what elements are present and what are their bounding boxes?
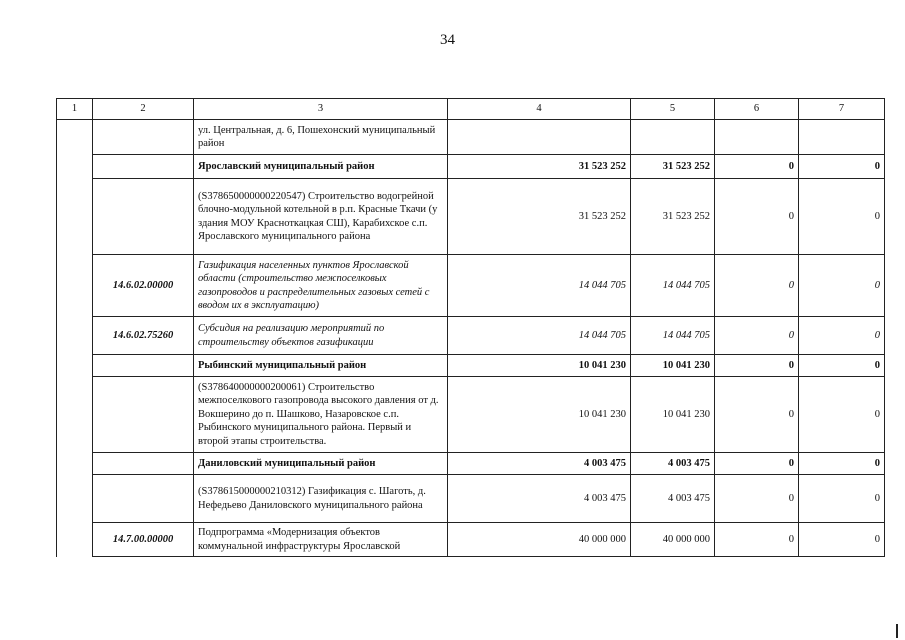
row-code [93,155,194,179]
row-value-7: 0 [799,453,885,475]
row-code: 14.6.02.00000 [93,255,194,317]
row-code [93,475,194,523]
row-value-5: 4 003 475 [631,475,715,523]
row-value-4 [448,120,631,155]
row-name: (S378650000000220547) Строительство водогрейной блочно-модульной котельной в р.п. Красные Ткачи (у здания МОУ Красноткацкая СШ), Карабихское с.п. Ярославского муниципального района [194,179,448,255]
row-value-4: 40 000 000 [448,523,631,557]
header-col-7: 7 [799,99,885,120]
row-code: 14.6.02.75260 [93,317,194,355]
row-value-6: 0 [715,155,799,179]
table-row [57,453,885,475]
row-value-7 [799,120,885,155]
table-row [57,120,885,155]
table-row [57,155,885,179]
header-col-4: 4 [448,99,631,120]
row-value-5: 10 041 230 [631,355,715,377]
row-name: Ярославский муниципальный район [194,155,448,179]
row-value-7: 0 [799,255,885,317]
row-value-7: 0 [799,317,885,355]
row-code [93,453,194,475]
row-name: Подпрограмма «Модернизация объектов коммунальной инфраструктуры Ярославской [194,523,448,557]
header-col-6: 6 [715,99,799,120]
row-value-6: 0 [715,475,799,523]
row-name: (S378640000000200061) Строительство межпоселкового газопровода высокого давления от д. Вокшерино до п. Шашково, Назаровское с.п. Рыбинского муниципального района. Первый и второй этапы строительства. [194,377,448,453]
row-code [93,179,194,255]
row-value-6: 0 [715,523,799,557]
row-name: Даниловский муниципальный район [194,453,448,475]
row-value-5: 14 044 705 [631,255,715,317]
row-code [93,120,194,155]
row-name: ул. Центральная, д. 6, Пошехонский муниципальный район [194,120,448,155]
row-value-7: 0 [799,523,885,557]
table-row [57,355,885,377]
row-value-7: 0 [799,377,885,453]
row-value-6: 0 [715,355,799,377]
header-col-2: 2 [93,99,194,120]
row-value-4: 31 523 252 [448,155,631,179]
row-value-4: 4 003 475 [448,475,631,523]
row-value-5: 4 003 475 [631,453,715,475]
row-value-7: 0 [799,355,885,377]
row-code [93,355,194,377]
column-1-cell [57,120,93,557]
row-value-5: 31 523 252 [631,155,715,179]
page-number: 34 [440,32,455,48]
row-code [93,377,194,453]
row-value-5: 14 044 705 [631,317,715,355]
table-row [57,377,885,453]
row-value-5 [631,120,715,155]
row-value-4: 14 044 705 [448,317,631,355]
row-name: (S378615000000210312) Газификация с. Шаготь, д. Нефедьево Даниловского муниципального района [194,475,448,523]
row-value-7: 0 [799,155,885,179]
table-row [57,475,885,523]
row-value-6: 0 [715,317,799,355]
row-value-5: 40 000 000 [631,523,715,557]
row-value-5: 10 041 230 [631,377,715,453]
row-value-4: 10 041 230 [448,377,631,453]
header-col-1: 1 [57,99,93,120]
row-value-6: 0 [715,377,799,453]
row-name: Рыбинский муниципальный район [194,355,448,377]
header-col-5: 5 [631,99,715,120]
table-row [57,317,885,355]
table-row [57,255,885,317]
row-code: 14.7.00.00000 [93,523,194,557]
row-value-6: 0 [715,255,799,317]
header-row [57,99,885,120]
row-value-5: 31 523 252 [631,179,715,255]
row-value-6 [715,120,799,155]
row-value-4: 10 041 230 [448,355,631,377]
row-value-7: 0 [799,179,885,255]
row-name: Газификация населенных пунктов Ярославской области (строительство межпоселковых газопроводов и распределительных газовых сетей с вводом их в эксплуатацию) [194,255,448,317]
row-name: Субсидия на реализацию мероприятий по строительству объектов газификации [194,317,448,355]
row-value-7: 0 [799,475,885,523]
row-value-4: 4 003 475 [448,453,631,475]
row-value-6: 0 [715,453,799,475]
table-row [57,179,885,255]
header-col-3: 3 [194,99,448,120]
budget-table [56,98,885,557]
row-value-6: 0 [715,179,799,255]
row-value-4: 14 044 705 [448,255,631,317]
table-row [57,523,885,557]
scan-mark [896,624,898,638]
row-value-4: 31 523 252 [448,179,631,255]
